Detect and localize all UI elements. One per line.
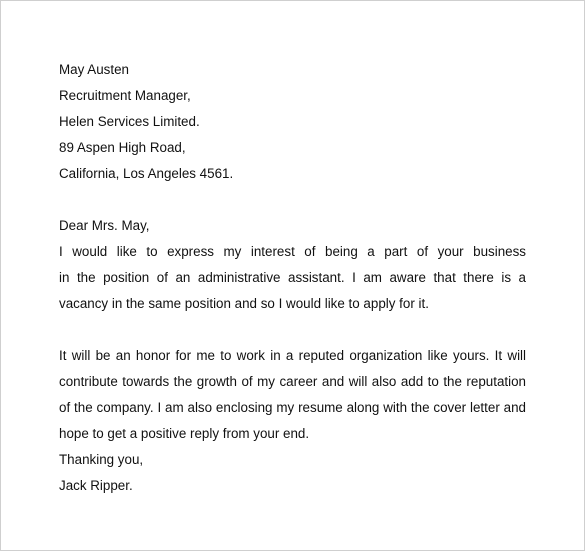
recipient-block [59,57,526,187]
paragraph-line: of the company. I am also enclosing my resume along with the cover letter and [59,400,526,415]
spacer [59,317,526,343]
recipient-company: Helen Services Limited. [59,114,200,129]
signature: Jack Ripper. [59,478,133,493]
paragraph-2 [59,343,526,447]
paragraph-line: hope to get a positive reply from your end. [59,426,310,441]
recipient-title: Recruitment Manager, [59,88,191,103]
recipient-name: May Austen [59,62,129,77]
spacer [59,187,526,213]
paragraph-line: It will be an honor for me to work in a reputed organization like yours. It will [59,348,526,363]
paragraph-line: I would like to express my interest of being a part of your business [59,244,526,259]
paragraph-line: vacancy in the same position and so I would like to apply for it. [59,296,429,311]
recipient-address-line2: California, Los Angeles 4561. [59,166,234,181]
salutation: Dear Mrs. May, [59,218,150,233]
recipient-address-line1: 89 Aspen High Road, [59,140,186,155]
paragraph-1 [59,239,526,317]
paragraph-line: contribute towards the growth of my career and will also add to the reputation [59,374,526,389]
closing: Thanking you, [59,452,144,467]
paragraph-line: in the position of an administrative assistant. I am aware that there is a [59,270,526,285]
letter-body [59,57,526,499]
